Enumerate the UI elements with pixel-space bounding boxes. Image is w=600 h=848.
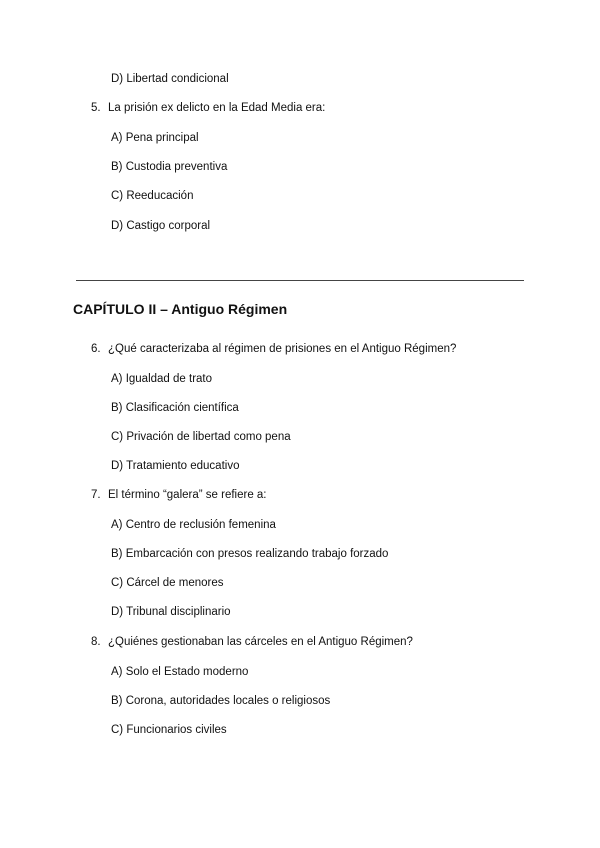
question-5-option-c: C) Reeducación: [111, 190, 194, 202]
question-7-option-b: B) Embarcación con presos realizando trabajo forzado: [111, 548, 389, 560]
question-6: [91, 342, 456, 356]
question-text: ¿Quiénes gestionaban las cárceles en el Antiguo Régimen?: [108, 636, 413, 648]
question-text: La prisión ex delicto en la Edad Media era:: [108, 102, 326, 114]
question-8-option-a: A) Solo el Estado moderno: [111, 666, 249, 678]
question-7-option-c: C) Cárcel de menores: [111, 577, 224, 589]
question-5-option-b: B) Custodia preventiva: [111, 161, 228, 173]
question-number: 7.: [91, 489, 101, 501]
question-5-option-d: D) Castigo corporal: [111, 220, 211, 232]
question-number: 6.: [91, 343, 101, 355]
question-number: 5.: [91, 102, 101, 114]
question-8: [91, 635, 413, 649]
question-text: ¿Qué caracterizaba al régimen de prisiones en el Antiguo Régimen?: [108, 343, 457, 355]
question-7-option-d: D) Tribunal disciplinario: [111, 606, 231, 618]
question-5: [91, 101, 325, 115]
chapter-heading: CAPÍTULO II – Antiguo Régimen: [73, 301, 288, 317]
question-text: El término “galera” se refiere a:: [108, 489, 267, 501]
question-5-option-a: A) Pena principal: [111, 132, 199, 144]
question-8-option-c: C) Funcionarios civiles: [111, 724, 227, 736]
question-6-option-a: A) Igualdad de trato: [111, 373, 213, 385]
question-7: [91, 488, 267, 502]
prev-question-option-d: D) Libertad condicional: [111, 73, 229, 85]
question-7-option-a: A) Centro de reclusión femenina: [111, 519, 276, 531]
question-6-option-b: B) Clasificación científica: [111, 402, 239, 414]
question-number: 8.: [91, 636, 101, 648]
section-divider: [76, 280, 524, 281]
question-6-option-c: C) Privación de libertad como pena: [111, 431, 291, 443]
question-6-option-d: D) Tratamiento educativo: [111, 460, 240, 472]
question-8-option-b: B) Corona, autoridades locales o religiosos: [111, 695, 331, 707]
